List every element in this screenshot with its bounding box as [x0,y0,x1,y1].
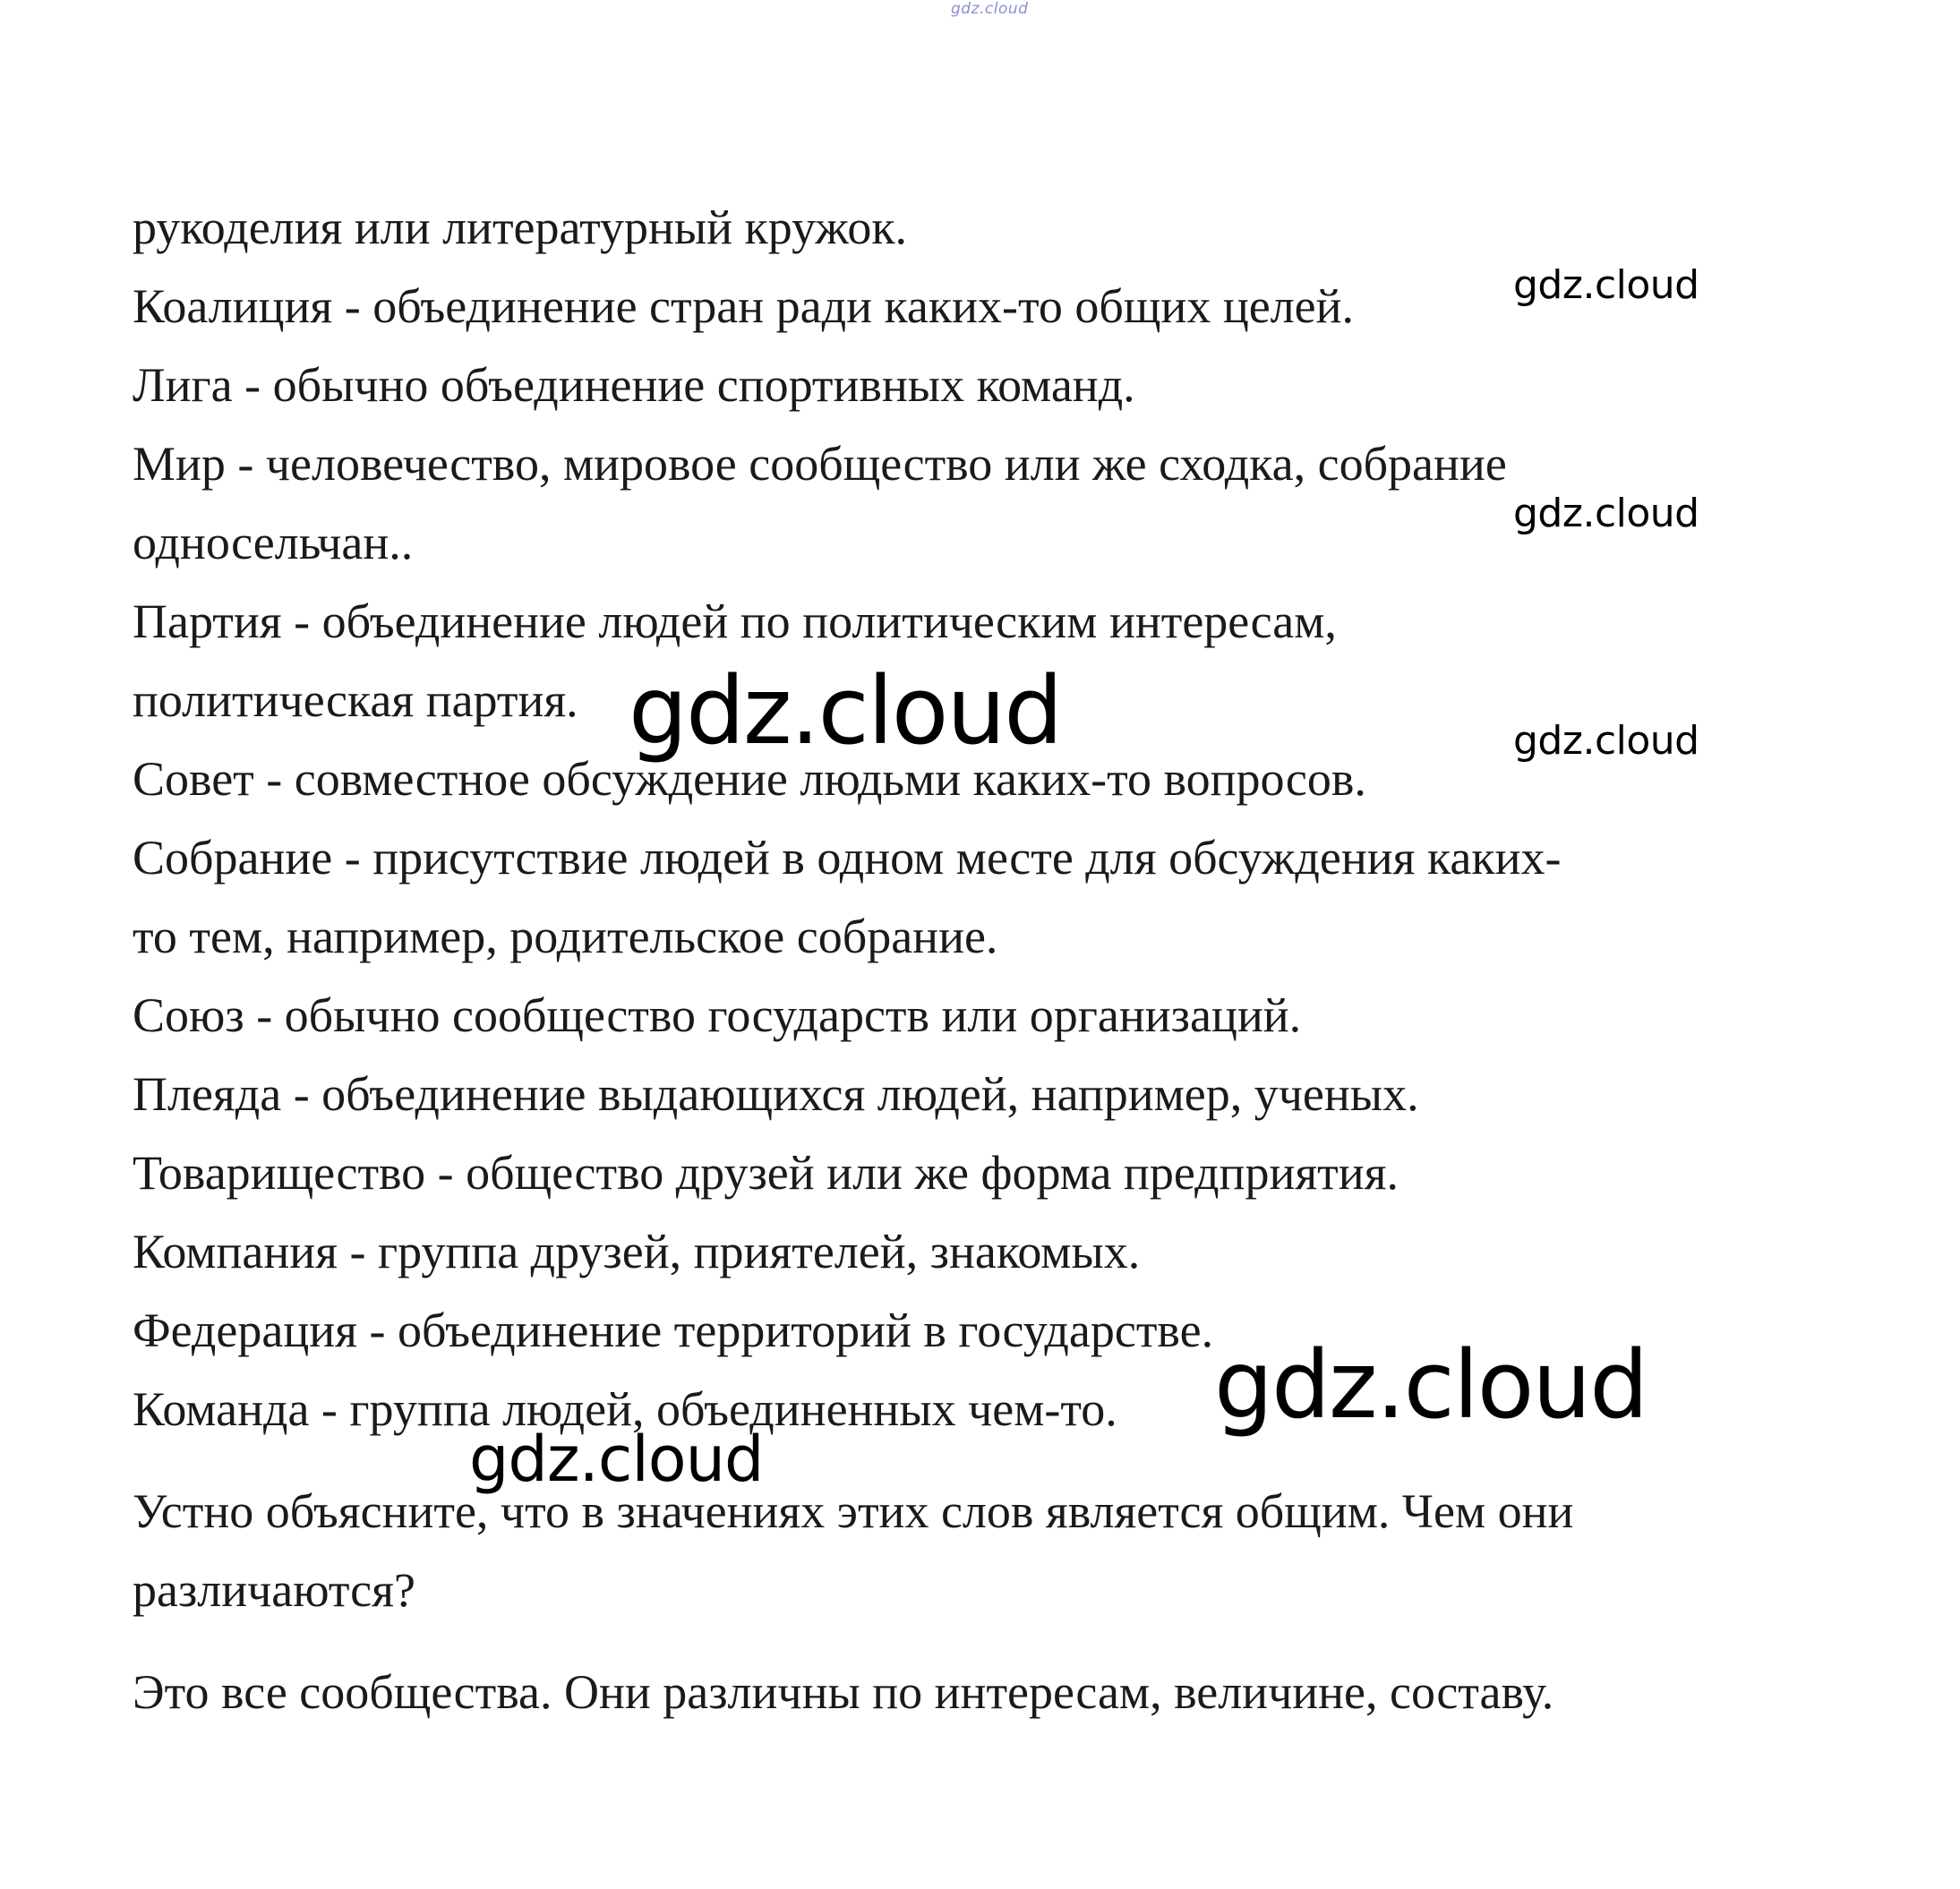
text-line: политическая партия. [133,673,578,727]
text-line: Партия - объединение людей по политическим интересам, [133,594,1337,648]
text-line: Плеяда - объединение выдающихся людей, например, ученых. [133,1067,1419,1121]
watermark: gdz.cloud [629,656,1062,765]
document-body [133,188,1744,1731]
watermark: gdz.cloud [1513,491,1699,536]
text-line: то тем, например, родительское собрание. [133,910,998,963]
text-line: рукоделия или литературный кружок. [133,201,908,254]
watermark: gdz.cloud [1513,718,1699,764]
text-line: Федерация - объединение территорий в государстве. [133,1303,1214,1357]
question-line: Устно объясните, что в значениях этих слов является общим. Чем они [133,1484,1574,1538]
question-line: различаются? [133,1563,415,1617]
text-line: Коалиция - объединение стран ради каких-то общих целей. [133,279,1355,333]
text-line: односельчан.. [133,516,414,569]
watermark: gdz.cloud [1214,1330,1648,1440]
site-mark: gdz.cloud [951,0,1029,18]
text-line: Команда - группа людей, объединенных чем-то. [133,1382,1117,1436]
text-line: Товарищество - общество друзей или же форма предприятия. [133,1146,1399,1200]
watermark: gdz.cloud [1513,262,1699,308]
text-line: Компания - группа друзей, приятелей, знакомых. [133,1225,1141,1278]
answer-line: Это все сообщества. Они различны по интересам, величине, составу. [133,1665,1554,1719]
text-line: Лига - обычно объединение спортивных команд. [133,358,1135,412]
text-line: Собрание - присутствие людей в одном месте для обсуждения каких- [133,831,1562,885]
text-line: Совет - совместное обсуждение людьми каких-то вопросов. [133,752,1366,806]
text-line: Мир - человечество, мировое сообщество или же сходка, собрание [133,437,1507,491]
watermark: gdz.cloud [469,1423,764,1496]
text-line: Союз - обычно сообщество государств или организаций. [133,988,1302,1042]
